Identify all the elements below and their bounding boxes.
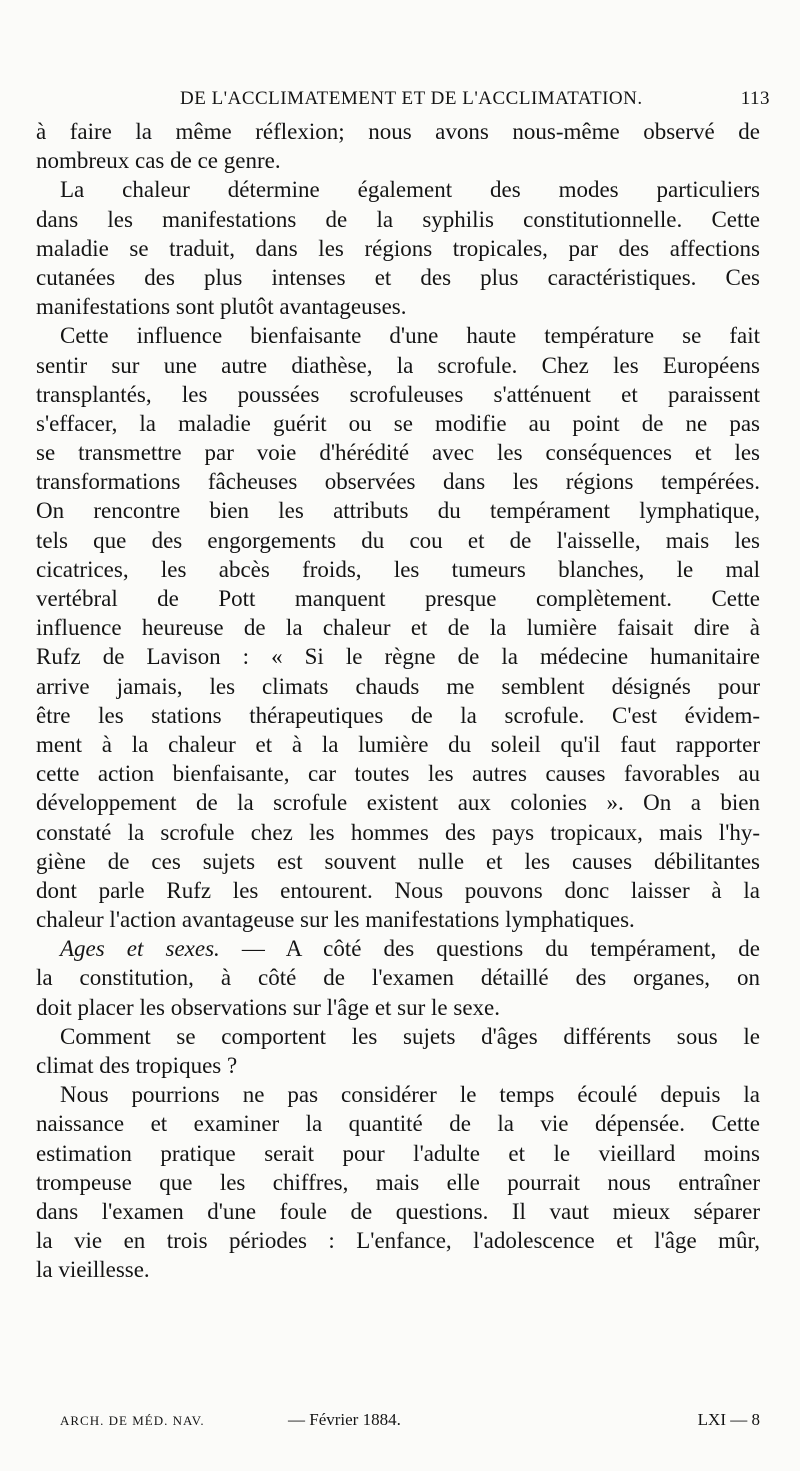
text-line: dans les manifestations de la syphilis constitutionnelle. Cette xyxy=(36,206,760,232)
text-line: être les stations thérapeutiques de la scrofule. C'est évidem- xyxy=(36,702,760,728)
text-line: On rencontre bien les attributs du tempérament lymphatique, xyxy=(36,498,760,524)
section-heading: Ages et sexes. xyxy=(60,936,220,962)
text-line: chaleur l'action avantageuse sur les manifestations lymphatiques. xyxy=(36,907,635,933)
journal-abbreviation: ARCH. DE MÉD. NAV. xyxy=(60,1413,205,1428)
text-line: cutanées des plus intenses et des plus caractéristiques. Ces xyxy=(36,264,760,290)
text-line: Comment se comportent les sujets d'âges différents sous le xyxy=(60,1023,760,1049)
text-line: estimation pratique serait pour l'adulte et le vieillard moins xyxy=(36,1140,760,1166)
text-line: transformations fâcheuses observées dans les régions tempérées. xyxy=(36,469,760,495)
text-line: La chaleur détermine également des modes particuliers xyxy=(60,177,760,203)
section-line xyxy=(36,934,760,963)
text-line: naissance et examiner la quantité de la vie dépensée. Cette xyxy=(36,1111,760,1137)
text-line: giène de ces sujets est souvent nulle et les causes débilitantes xyxy=(36,848,760,874)
page-footer xyxy=(60,1410,760,1438)
body-text xyxy=(36,117,760,1285)
text-line: Cette influence bienfaisante d'une haute température se fait xyxy=(60,323,760,349)
text-line: vertébral de Pott manquent presque complètement. Cette xyxy=(36,586,760,611)
text-line: cette action bienfaisante, car toutes les autres causes favorables au xyxy=(36,761,760,787)
text-line: influence heureuse de la chaleur et de la lumière faisait dire à xyxy=(36,615,760,641)
text-line: se transmettre par voie d'hérédité avec les conséquences et les xyxy=(36,440,760,466)
text-line: climat des tropiques ? xyxy=(36,1053,238,1078)
text-line: Nous pourrions ne pas considérer le temps écoulé depuis la xyxy=(60,1082,760,1108)
text-line: trompeuse que les chiffres, mais elle pourrait nous entraîner xyxy=(36,1169,760,1195)
text-line: sentir sur une autre diathèse, la scrofule. Chez les Européens xyxy=(36,352,760,378)
running-title: DE L'ACCLIMATEMENT ET DE L'ACCLIMATATION. xyxy=(180,88,643,109)
text-line: manifestations sont plutôt avantageuses. xyxy=(36,294,407,320)
text-line: constaté la scrofule chez les hommes des pays tropicaux, mais l'hy- xyxy=(36,819,760,845)
text-line: Rufz de Lavison : « Si le règne de la médecine humanitaire xyxy=(36,644,760,670)
text-line: s'effacer, la maladie guérit ou se modifie au point de ne pas xyxy=(36,410,760,436)
text-line: arrive jamais, les climats chauds me semblent désignés pour xyxy=(36,673,760,699)
text-line: nombreux cas de ce genre. xyxy=(36,148,281,174)
section-line-text: — A côté des questions du tempérament, de xyxy=(241,936,760,962)
text-line: ment à la chaleur et à la lumière du soleil qu'il faut rapporter xyxy=(36,731,760,757)
text-line: à faire la même réflexion; nous avons nous-même observé de xyxy=(36,119,760,144)
text-line: dont parle Rufz les entourent. Nous pouvons donc laisser à la xyxy=(36,877,760,903)
text-line: tels que des engorgements du cou et de l'aisselle, mais les xyxy=(36,527,760,553)
text-line: cicatrices, les abcès froids, les tumeurs blanches, le mal xyxy=(36,556,760,582)
signature-mark: LXI — 8 xyxy=(697,1410,760,1429)
text-line: transplantés, les poussées scrofuleuses s'atténuent et paraissent xyxy=(36,381,760,407)
text-line: maladie se traduit, dans les régions tropicales, par des affections xyxy=(36,235,760,261)
text-line: la vie en trois périodes : L'enfance, l'adolescence et l'âge mûr, xyxy=(36,1228,760,1254)
text-line: dans l'examen d'une foule de questions. Il vaut mieux séparer xyxy=(36,1198,760,1224)
text-line: doit placer les observations sur l'âge et sur le sexe. xyxy=(36,994,500,1020)
page-number: 113 xyxy=(740,88,770,109)
text-line: la vieillesse. xyxy=(36,1257,150,1283)
text-line: la constitution, à côté de l'examen détaillé des organes, on xyxy=(36,965,760,991)
issue-date: — Février 1884. xyxy=(288,1410,401,1429)
text-line: développement de la scrofule existent aux colonies ». On a bien xyxy=(36,790,760,816)
page-header xyxy=(52,88,770,114)
